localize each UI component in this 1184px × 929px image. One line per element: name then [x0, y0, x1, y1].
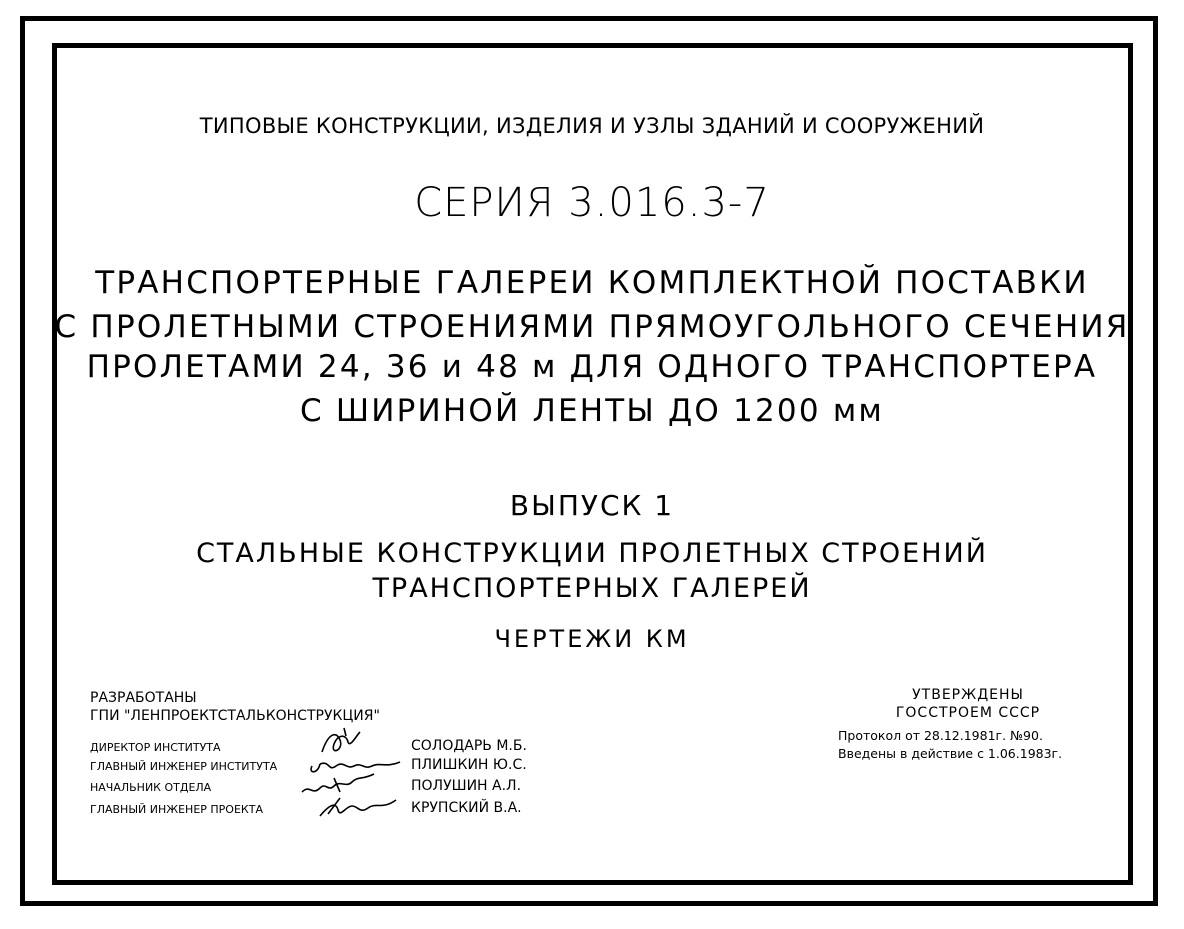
drawings-type: ЧЕРТЕЖИ КМ	[494, 625, 690, 653]
staff-name-4: КРУПСКИЙ В.А.	[411, 800, 522, 816]
effective-date: Введены в действие с 1.06.1983г.	[838, 746, 1063, 761]
title-line-3: ПРОЛЕТАМИ 24, 36 и 48 м ДЛЯ ОДНОГО ТРАНСПОРТЕРА	[86, 349, 1098, 385]
staff-role-4: ГЛАВНЫЙ ИНЖЕНЕР ПРОЕКТА	[90, 803, 263, 816]
approved-label: УТВЕРЖДЕНЫ	[912, 687, 1024, 703]
issue-number: ВЫПУСК 1	[509, 489, 675, 522]
developed-org: ГПИ "ЛЕНПРОЕКТСТАЛЬКОНСТРУКЦИЯ"	[90, 708, 380, 724]
approval-protocol: Протокол от 28.12.1981г. №90.	[838, 728, 1043, 743]
title-line-1: ТРАНСПОРТЕРНЫЕ ГАЛЕРЕИ КОМПЛЕКТНОЙ ПОСТАВКИ	[95, 265, 1089, 301]
staff-role-3: НАЧАЛЬНИК ОТДЕЛА	[90, 781, 212, 794]
subtitle-line-1: СТАЛЬНЫЕ КОНСТРУКЦИИ ПРОЛЕТНЫХ СТРОЕНИЙ	[196, 538, 988, 569]
subtitle-line-2: ТРАНСПОРТЕРНЫХ ГАЛЕРЕЙ	[372, 573, 812, 604]
staff-name-2: ПЛИШКИН Ю.С.	[411, 757, 527, 773]
staff-name-3: ПОЛУШИН А.Л.	[411, 778, 522, 794]
staff-name-1: СОЛОДАРЬ М.Б.	[411, 738, 527, 754]
title-line-2: С ПРОЛЕТНЫМИ СТРОЕНИЯМИ ПРЯМОУГОЛЬНОГО СЕЧЕНИЯ	[54, 309, 1130, 345]
staff-role-2: ГЛАВНЫЙ ИНЖЕНЕР ИНСТИТУТА	[90, 760, 278, 773]
header-text: ТИПОВЫЕ КОНСТРУКЦИИ, ИЗДЕЛИЯ И УЗЛЫ ЗДАНИЙ И СООРУЖЕНИЙ	[199, 114, 985, 138]
developed-label: РАЗРАБОТАНЫ	[90, 690, 197, 706]
signatures-graphic	[300, 722, 415, 822]
approved-org: ГОССТРОЕМ СССР	[895, 705, 1041, 721]
staff-role-1: ДИРЕКТОР ИНСТИТУТА	[90, 741, 221, 754]
series-number: СЕРИЯ 3.016.3-7	[414, 180, 770, 226]
title-line-4: С ШИРИНОЙ ЛЕНТЫ ДО 1200 мм	[299, 393, 885, 429]
